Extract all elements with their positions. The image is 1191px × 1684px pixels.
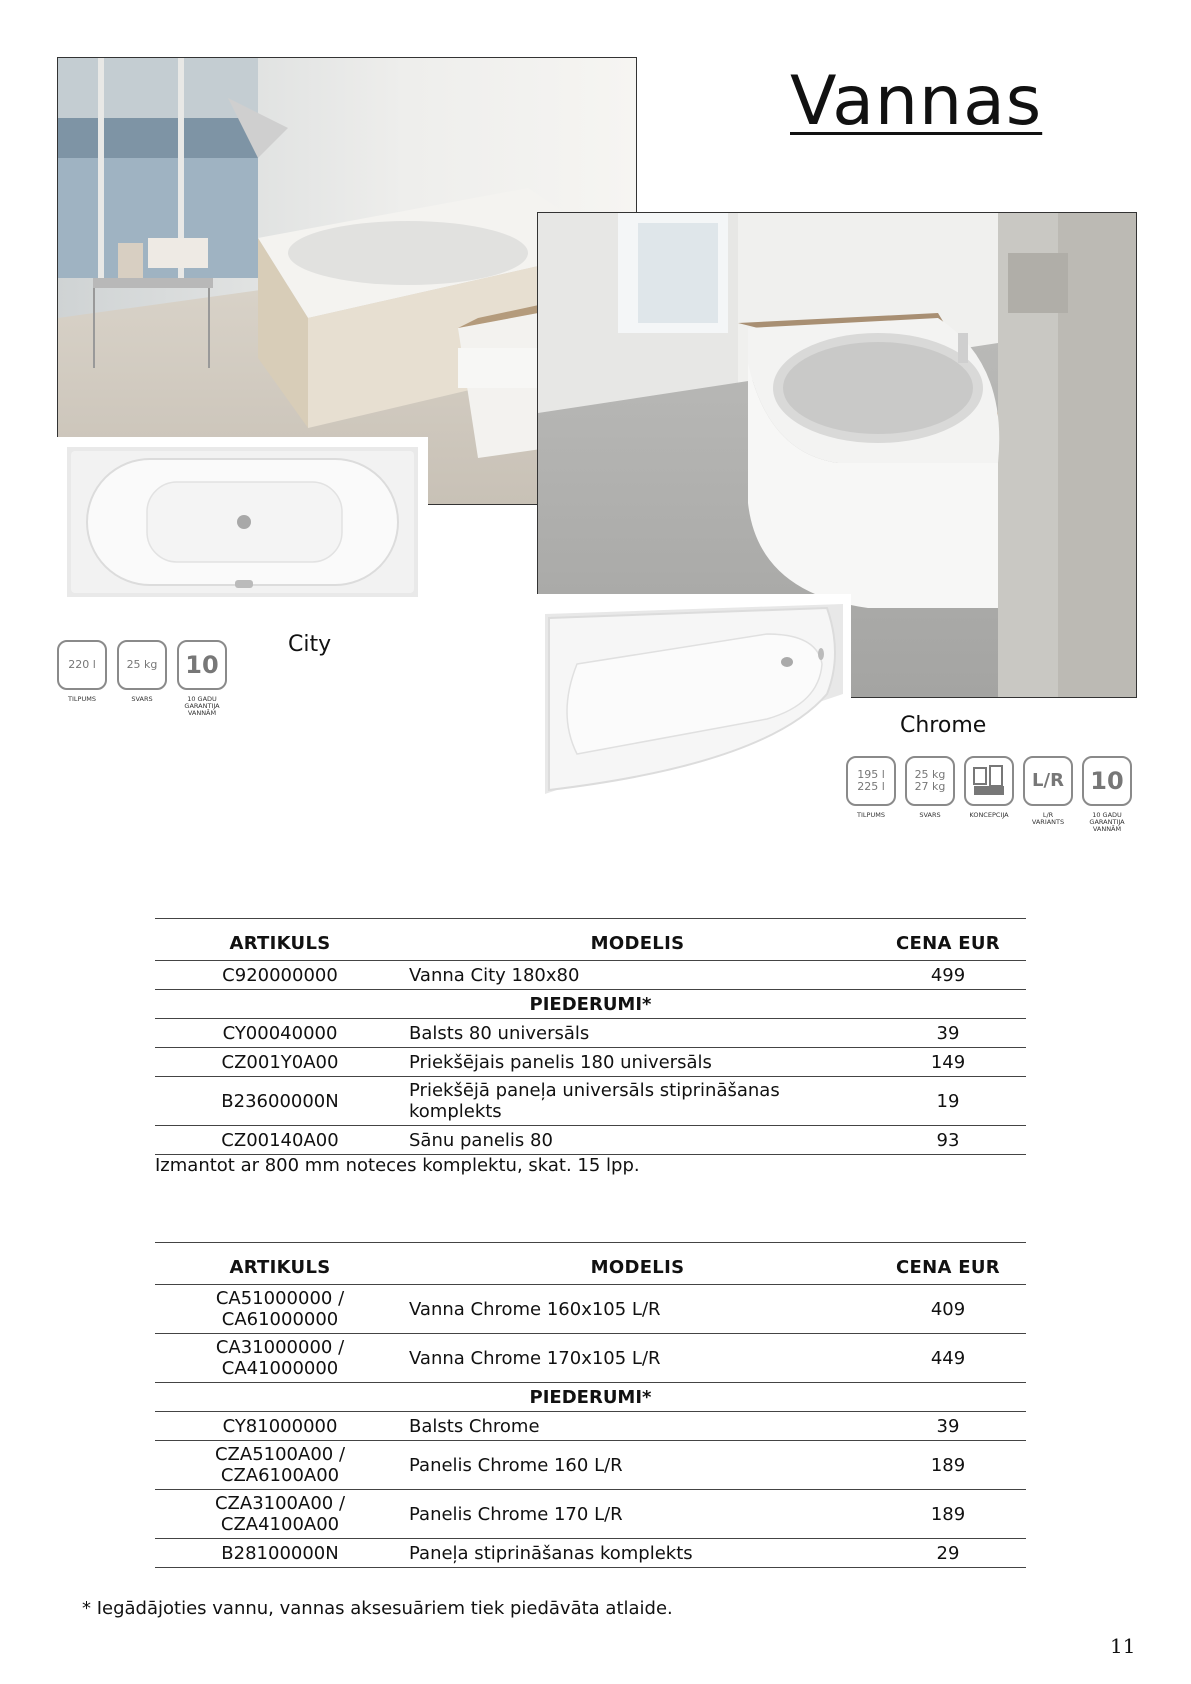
column-header-model: MODELIS bbox=[405, 1243, 870, 1285]
article-code: CZ001Y0A00 bbox=[155, 1048, 405, 1077]
price-value: 39 bbox=[870, 1019, 1026, 1048]
model-name: Balsts 80 universāls bbox=[405, 1019, 870, 1048]
accessories-subheader: PIEDERUMI* bbox=[155, 1383, 1026, 1412]
table-subheader-row bbox=[155, 1383, 1026, 1412]
model-name: Panelis Chrome 170 L/R bbox=[405, 1490, 870, 1539]
price-value: 499 bbox=[870, 961, 1026, 990]
weight-icon: 25 kg bbox=[117, 640, 167, 690]
city-spec-warranty: 10 10 GADU GARANTIJA VANNĀM bbox=[177, 640, 227, 717]
table-row bbox=[155, 961, 1026, 990]
accessories-subheader: PIEDERUMI* bbox=[155, 990, 1026, 1019]
column-header-article: ARTIKULS bbox=[155, 919, 405, 961]
model-name: Vanna Chrome 170x105 L/R bbox=[405, 1334, 870, 1383]
table-row bbox=[155, 1539, 1026, 1568]
price-value: 39 bbox=[870, 1412, 1026, 1441]
lr-variant-icon: L/R bbox=[1023, 756, 1073, 806]
article-code: CZA3100A00 / CZA4100A00 bbox=[155, 1490, 405, 1539]
column-header-price: CENA EUR bbox=[870, 919, 1026, 961]
price-value: 93 bbox=[870, 1126, 1026, 1155]
price-value: 189 bbox=[870, 1490, 1026, 1539]
chrome-product-name: Chrome bbox=[900, 713, 987, 738]
article-code: B23600000N bbox=[155, 1077, 405, 1126]
article-code: CY81000000 bbox=[155, 1412, 405, 1441]
table-row bbox=[155, 1285, 1026, 1334]
chrome-bathtub-topview bbox=[537, 594, 851, 800]
page-number: 11 bbox=[1110, 1634, 1136, 1658]
model-name: Vanna Chrome 160x105 L/R bbox=[405, 1285, 870, 1334]
article-code: C920000000 bbox=[155, 961, 405, 990]
article-code: B28100000N bbox=[155, 1539, 405, 1568]
table-row bbox=[155, 1077, 1026, 1126]
price-value: 29 bbox=[870, 1539, 1026, 1568]
model-name: Paneļa stiprināšanas komplekts bbox=[405, 1539, 870, 1568]
city-price-table bbox=[155, 918, 1026, 1155]
page-title: Vannas bbox=[790, 62, 1043, 141]
chrome-spec-lr-variant: L/R L/R VARIANTS bbox=[1023, 756, 1073, 826]
city-product-name: City bbox=[288, 632, 332, 657]
model-name: Priekšējā paneļa universāls stiprināšanas komplekts bbox=[405, 1077, 870, 1126]
article-code: CA31000000 / CA41000000 bbox=[155, 1334, 405, 1383]
article-code: CZA5100A00 / CZA6100A00 bbox=[155, 1441, 405, 1490]
column-header-article: ARTIKULS bbox=[155, 1243, 405, 1285]
table-header-row bbox=[155, 919, 1026, 961]
chrome-spec-warranty: 10 10 GADU GARANTIJA VANNĀM bbox=[1082, 756, 1132, 833]
chrome-spec-volume: 195 l 225 l TILPUMS bbox=[846, 756, 896, 819]
model-name: Sānu panelis 80 bbox=[405, 1126, 870, 1155]
chrome-price-table bbox=[155, 1242, 1026, 1568]
model-name: Balsts Chrome bbox=[405, 1412, 870, 1441]
table-row bbox=[155, 1048, 1026, 1077]
chrome-spec-weight: 25 kg 27 kg SVARS bbox=[905, 756, 955, 819]
price-value: 19 bbox=[870, 1077, 1026, 1126]
article-code: CZ00140A00 bbox=[155, 1126, 405, 1155]
volume-icon: 195 l 225 l bbox=[846, 756, 896, 806]
column-header-price: CENA EUR bbox=[870, 1243, 1026, 1285]
table-row bbox=[155, 1334, 1026, 1383]
price-value: 149 bbox=[870, 1048, 1026, 1077]
city-spec-volume: 220 l TILPUMS bbox=[57, 640, 107, 703]
price-value: 449 bbox=[870, 1334, 1026, 1383]
city-drain-note: Izmantot ar 800 mm noteces komplektu, skat. 15 lpp. bbox=[155, 1155, 640, 1176]
table-row bbox=[155, 1126, 1026, 1155]
city-spec-weight: 25 kg SVARS bbox=[117, 640, 167, 703]
article-code: CA51000000 / CA61000000 bbox=[155, 1285, 405, 1334]
column-header-model: MODELIS bbox=[405, 919, 870, 961]
price-value: 189 bbox=[870, 1441, 1026, 1490]
concept-icon bbox=[964, 756, 1014, 806]
table-row bbox=[155, 1412, 1026, 1441]
weight-icon: 25 kg 27 kg bbox=[905, 756, 955, 806]
city-bathtub-topview bbox=[57, 437, 428, 603]
model-name: Panelis Chrome 160 L/R bbox=[405, 1441, 870, 1490]
table-subheader-row bbox=[155, 990, 1026, 1019]
table-row bbox=[155, 1441, 1026, 1490]
table-row bbox=[155, 1490, 1026, 1539]
table-header-row bbox=[155, 1243, 1026, 1285]
model-name: Vanna City 180x80 bbox=[405, 961, 870, 990]
volume-icon: 220 l bbox=[57, 640, 107, 690]
footnote: * Iegādājoties vannu, vannas aksesuāriem tiek piedāvāta atlaide. bbox=[82, 1598, 673, 1619]
warranty-icon: 10 bbox=[1082, 756, 1132, 806]
price-value: 409 bbox=[870, 1285, 1026, 1334]
table-row bbox=[155, 1019, 1026, 1048]
chrome-spec-concept: KONCEPCIJA bbox=[964, 756, 1014, 819]
article-code: CY00040000 bbox=[155, 1019, 405, 1048]
warranty-icon: 10 bbox=[177, 640, 227, 690]
model-name: Priekšējais panelis 180 universāls bbox=[405, 1048, 870, 1077]
